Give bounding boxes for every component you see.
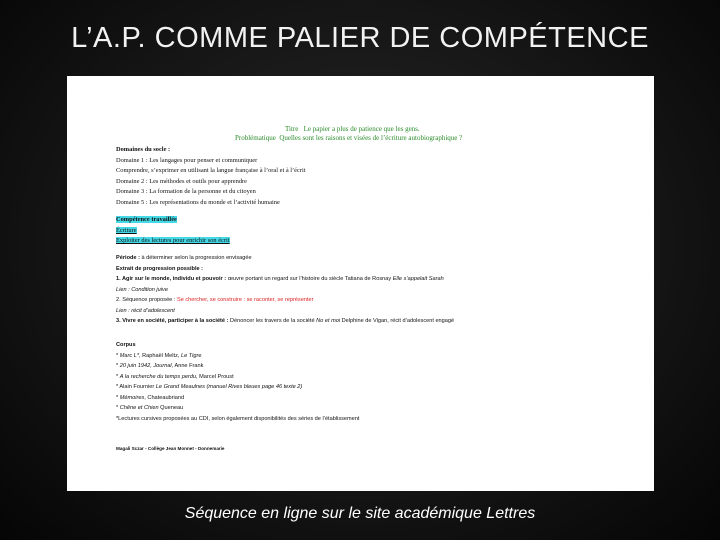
progression-3-end: Delphine de Vigan, récit d’adolescent engagé bbox=[340, 318, 455, 324]
title-text: Le papier a plus de patience que les gens. bbox=[303, 125, 420, 133]
corpus-item-title: Chêne et Chien bbox=[119, 405, 159, 411]
competence-item-writing: Écriture bbox=[116, 226, 137, 234]
progression-3-text: Dénoncer les travers de la société bbox=[230, 318, 317, 324]
corpus-item bbox=[116, 351, 359, 362]
corpus-item bbox=[116, 372, 359, 383]
corpus-item-title: A la recherche du temps perdu bbox=[119, 373, 197, 380]
competence-item-exploit: Exploiter des lectures pour enrichir son écrit bbox=[116, 237, 230, 244]
document-signature: Magali Sczar - Collège Jean Monnet - Donnemarie bbox=[116, 446, 225, 451]
progression-2-text: Se chercher, se construire : se raconter, se représenter bbox=[176, 297, 314, 303]
progression-1-text: œuvre portant un regard sur l’histoire du siècle Tatiana de Rosnay bbox=[227, 276, 393, 282]
domains-heading: Domaines du socle : bbox=[116, 146, 171, 153]
corpus-item bbox=[116, 361, 359, 372]
progression-3-prefix: 3. Vivre en société, participer à la société : bbox=[116, 318, 231, 324]
periode-label: Période : bbox=[116, 255, 140, 261]
slide-title: L’A.P. COMME PALIER DE COMPÉTENCE bbox=[71, 22, 649, 54]
competence-section bbox=[116, 215, 230, 247]
progression-3-work: No et moi bbox=[316, 318, 341, 324]
corpus-item-author: , Chateaubriand bbox=[144, 394, 185, 401]
progression-2-prefix: 2. Séquence proposée : bbox=[116, 297, 177, 303]
corpus-item-title: Mémoires bbox=[119, 394, 145, 401]
corpus-item-author: , Marcel Proust bbox=[196, 373, 234, 380]
problem-text: Quelles sont les raisons et visées de l’écriture autobiographique ? bbox=[279, 134, 463, 142]
corpus-item-title: Marc L* bbox=[119, 352, 140, 359]
corpus-item-source: Le Tigre bbox=[181, 352, 202, 359]
domain-item: Domaine 2 : Les méthodes et outils pour apprendre bbox=[116, 177, 247, 185]
corpus-item-text: * bbox=[116, 352, 120, 359]
problem-label: Problématique bbox=[235, 134, 276, 142]
corpus-section bbox=[116, 340, 359, 424]
document-page bbox=[67, 76, 654, 491]
lien-1: Lien : Condition juive bbox=[116, 286, 168, 293]
slide-caption: Séquence en ligne sur le site académique Lettres bbox=[184, 505, 536, 522]
corpus-note: *Lectures cursives proposées au CDI, selon également disponibilités des séries de l’établissement bbox=[116, 415, 360, 422]
corpus-item-text: * Alain Fournier bbox=[116, 384, 156, 390]
corpus-item-author: Queneau bbox=[158, 405, 184, 411]
corpus-item-text: * bbox=[116, 394, 120, 401]
corpus-item-text: * bbox=[116, 373, 120, 380]
corpus-item bbox=[116, 403, 359, 414]
domain-item: Comprendre, s’exprimer en utilisant la langue française à l’oral et à l’écrit bbox=[116, 167, 306, 174]
corpus-item-text: * bbox=[116, 405, 120, 411]
lien-2: Lien : récit d’adolescent bbox=[116, 307, 175, 314]
corpus-item bbox=[116, 382, 359, 393]
corpus-item-title: 20 juin 1942, Journal bbox=[119, 363, 172, 369]
document-header bbox=[235, 125, 595, 143]
corpus-item-author: , Anne Frank bbox=[171, 363, 204, 369]
corpus-heading: Corpus bbox=[116, 342, 136, 348]
title-label: Titre bbox=[285, 125, 299, 133]
domain-item: Domaine 1 : Les langages pour penser et communiquer bbox=[116, 156, 258, 164]
corpus-item bbox=[116, 393, 359, 404]
competence-heading: Compétence travaillée bbox=[116, 216, 177, 223]
progression-heading: Extrait de progression possible : bbox=[116, 265, 204, 272]
corpus-item-title: Le Grand Meaulnes (manuel Rives bleues page 46 texte 2) bbox=[155, 384, 303, 390]
progression-section bbox=[116, 253, 454, 327]
problem-row bbox=[235, 134, 595, 143]
corpus-item-text: * bbox=[116, 363, 120, 369]
domains-section bbox=[116, 145, 306, 208]
title-row bbox=[235, 125, 595, 134]
periode-text: à déterminer selon la progression envisagée bbox=[139, 255, 252, 261]
corpus-item-author: , Raphaël Meltz, bbox=[139, 352, 181, 359]
domain-item: Domaine 3 : La formation de la personne et du citoyen bbox=[116, 188, 256, 195]
progression-1-prefix: 1. Agir sur le monde, individu et pouvoir : bbox=[116, 276, 228, 282]
progression-1-work: Elle s’appelait Sarah bbox=[392, 276, 444, 282]
domain-item: Domaine 5 : Les représentations du monde et l’activité humaine bbox=[116, 198, 280, 206]
